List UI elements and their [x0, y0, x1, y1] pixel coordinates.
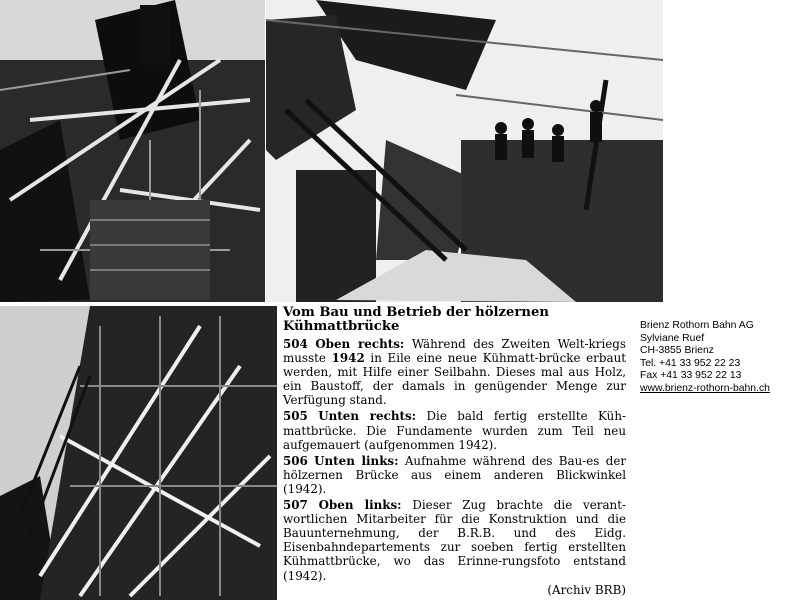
caption-number: 505 [283, 409, 308, 424]
caption-year: 1942 [331, 351, 365, 366]
caption-number: 506 [283, 453, 308, 468]
article-headline: Vom Bau und Betrieb der hölzernen Kühmattbrücke [283, 305, 549, 334]
company-name: Brienz Rothorn Bahn AG [640, 320, 754, 331]
contact-city: CH-3855 Brienz [640, 345, 714, 357]
photo-top-right [266, 0, 663, 302]
caption-number: 507 [283, 498, 308, 513]
caption-text: Dieser Zug brachte die verant-wortlichen Mitarbeiter für die Konstruktion und die Bauunternehmung, der B.R.B. und des Eidg. Eisenbahndepartements zur soeben fertig erstellten Kühmattbrücke, wo das Erinne-rungsfoto entstand (1942). [283, 498, 626, 583]
caption-507 [283, 498, 626, 597]
caption-label: Oben rechts: [315, 337, 405, 351]
caption-506 [283, 454, 626, 496]
photo-top-left [0, 0, 265, 302]
article [280, 306, 626, 600]
caption-text: Aufnahme während des Bau-es der hölzernen Brücke aus einem anderen Blickwinkel (1942). [283, 453, 627, 496]
photo-bottom-left [0, 306, 277, 600]
caption-number: 504 [283, 337, 308, 351]
caption-text-cont: in Eile eine neue Kühmatt-brücke erbaut werden, mit Hilfe einer Seilbahn. Dieses mal aus Holz, ein Baustoff, der damals in genügender Menge zur Verfügung stand. [283, 351, 627, 408]
contact-block [640, 320, 798, 396]
caption-text: Die bald fertig erstellte Küh-mattbrücke. Die Fundamente wurden zum Teil neu aufgemauert (aufgenommen 1942). [283, 409, 627, 452]
caption-label: Unten links: [314, 453, 399, 468]
contact-fax: Fax +41 33 952 22 13 [640, 370, 742, 382]
caption-label: Unten rechts: [318, 409, 417, 424]
contact-tel: Tel. +41 33 952 22 23 [640, 357, 741, 369]
caption-label: Oben links: [318, 498, 402, 513]
website-link[interactable]: www.brienz-rothorn-bahn.ch [640, 382, 770, 394]
archive-credit: (Archiv BRB) [547, 582, 626, 597]
caption-505 [283, 409, 626, 451]
contact-person: Sylviane Ruef [640, 332, 705, 344]
caption-504 [283, 337, 626, 407]
caption-text: Während des Zweiten Welt-kriegs musste [283, 337, 626, 366]
